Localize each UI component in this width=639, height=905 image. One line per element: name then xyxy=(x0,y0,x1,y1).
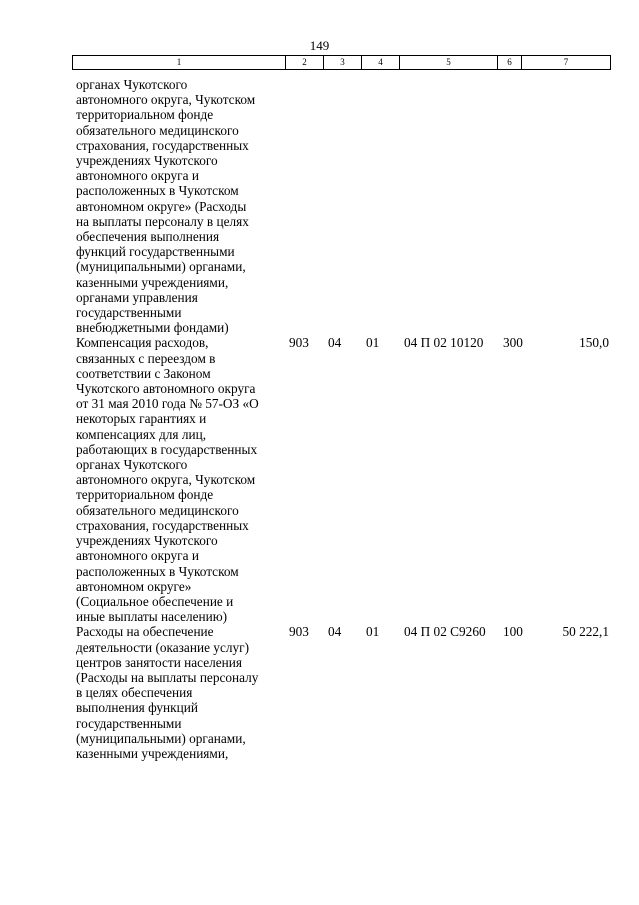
row-amount: 150,0 xyxy=(579,335,609,351)
row-amount: 50 222,1 xyxy=(562,624,609,640)
page-number: 149 xyxy=(309,38,330,53)
row-target-article: 04 П 02 С9260 xyxy=(404,624,486,640)
row-expense-type: 300 xyxy=(503,335,523,351)
header-row xyxy=(73,56,611,70)
row-description: органах Чукотского автономного округа, Чукотском территориальном фонде обязательного медицинского страхования, государственных учреждениях Чукотского автономного округа и расположенных в Чукотском автономном округе» (Расходы на выплаты персоналу в целях обеспечения выполнения функций государственными (муниципальными) органами, казенными учреждениями, органами управления государственными внебюджетными фондами) xyxy=(76,77,256,336)
row-expense-type: 100 xyxy=(503,624,523,640)
row-subsection-code: 01 xyxy=(366,335,380,351)
table-row xyxy=(0,335,639,624)
row-section-code: 04 xyxy=(328,624,342,640)
header-cell-4: 4 xyxy=(362,56,400,70)
row-description: Расходы на обеспечение деятельности (оказание услуг) центров занятости населения (Расходы на выплаты персоналу в целях обеспечения выполнения функций государственными (муниципальными) органами, казенными учреждениями, xyxy=(76,624,259,761)
row-ministry-code: 903 xyxy=(289,624,309,640)
header-cell-1: 1 xyxy=(73,56,286,70)
header-cell-2: 2 xyxy=(286,56,324,70)
table-row xyxy=(0,624,639,761)
row-section-code: 04 xyxy=(328,335,342,351)
table-body xyxy=(0,77,639,761)
header-cell-3: 3 xyxy=(324,56,362,70)
header-cell-6: 6 xyxy=(498,56,522,70)
row-description: Компенсация расходов, связанных с переездом в соответствии с Законом Чукотского автономного округа от 31 мая 2010 года № 57-ОЗ «О некоторых гарантиях и компенсациях для лиц, работающих в государственных органах Чукотского автономного округа, Чукотском территориальном фонде обязательного медицинского страхования, государственных учреждениях Чукотского автономного округа и расположенных в Чукотском автономном округе» (Социальное обеспечение и иные выплаты населению) xyxy=(76,335,259,625)
column-header-table xyxy=(72,55,611,70)
header-cell-7: 7 xyxy=(522,56,611,70)
header-cell-5: 5 xyxy=(400,56,498,70)
row-subsection-code: 01 xyxy=(366,624,380,640)
table-row xyxy=(0,77,639,335)
row-ministry-code: 903 xyxy=(289,335,309,351)
row-target-article: 04 П 02 10120 xyxy=(404,335,484,351)
